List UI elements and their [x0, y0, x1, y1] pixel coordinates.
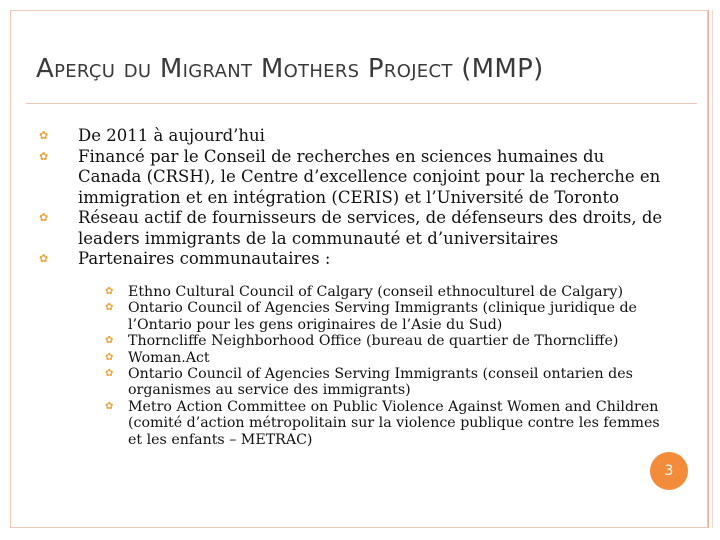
frame-rule	[712, 10, 713, 528]
bullet-icon: ✿	[39, 129, 49, 142]
bullet-icon: ✿	[105, 286, 114, 297]
partner-item	[105, 366, 678, 399]
list-item	[39, 147, 669, 209]
main-bullet-list	[39, 126, 669, 270]
partners-list	[105, 284, 678, 448]
bullet-icon: ✿	[105, 302, 114, 314]
list-item-text: Financé par le Conseil de recherches en sciences humaines du Canada (CRSH), le Centre d’excellence conjoint pour la recherche en immigration et en intégration (CERIS) et l’Université de Toronto	[78, 146, 661, 207]
bullet-icon: ✿	[105, 400, 114, 412]
partner-text: Thorncliffe Neighborhood Office (bureau de quartier de Thorncliffe)	[128, 333, 619, 350]
partner-text: Ontario Council of Agencies Serving Immigrants (clinique juridique de l’Ontario pour les gens originaires de l’Asie du Sud)	[128, 300, 637, 333]
bullet-icon: ✿	[105, 368, 114, 380]
partner-item	[105, 284, 678, 300]
partner-text: Ontario Council of Agencies Serving Immigrants (conseil ontarien des organismes au service des immigrants)	[128, 366, 633, 399]
list-item	[39, 208, 669, 249]
list-item-text: De 2011 à aujourd’hui	[78, 126, 265, 145]
bullet-icon: ✿	[39, 252, 49, 265]
list-item-text: Partenaires communautaires :	[78, 249, 331, 268]
list-item-text: Réseau actif de fournisseurs de services, de défenseurs des droits, de leaders immigrants de la communauté et d’universitaires	[78, 208, 663, 248]
title-divider	[26, 103, 697, 104]
bullet-icon: ✿	[105, 335, 114, 347]
partner-item	[105, 333, 678, 350]
page-number-badge: 3	[650, 452, 688, 490]
bullet-icon: ✿	[39, 149, 49, 163]
partner-item	[105, 300, 678, 333]
frame-rule	[708, 10, 709, 528]
partner-text: Woman.Act	[128, 349, 210, 366]
partner-text: Metro Action Committee on Public Violence Against Women and Children (comité d’action métropolitain sur la violence publique contre les femmes et les enfants – METRAC)	[128, 398, 660, 448]
partner-item	[105, 349, 678, 366]
partner-item	[105, 398, 678, 448]
bullet-icon: ✿	[39, 211, 49, 224]
slide-title: Aperçu du Migrant Mothers Project (MMP)	[36, 54, 544, 84]
bullet-icon: ✿	[105, 351, 114, 363]
partner-text: Ethno Cultural Council of Calgary (conseil ethnoculturel de Calgary)	[128, 284, 623, 300]
list-item	[39, 126, 669, 147]
list-item	[39, 249, 669, 270]
